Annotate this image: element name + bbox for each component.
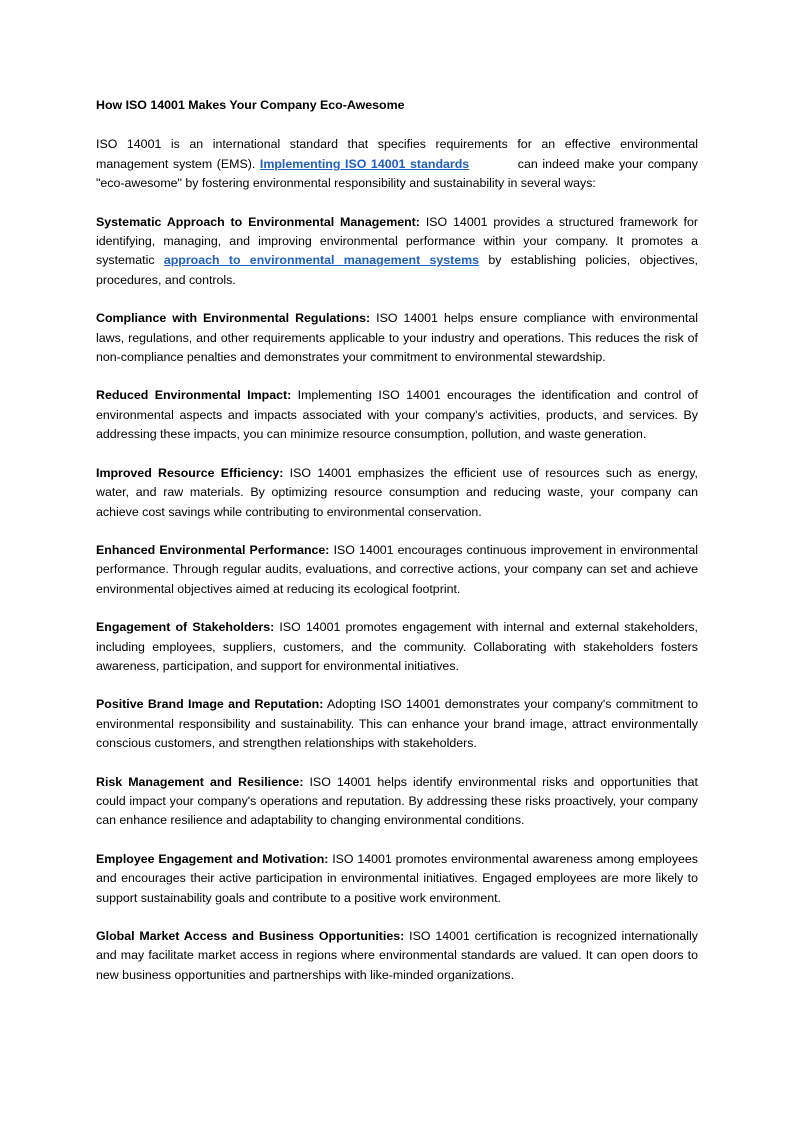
section-heading: Improved Resource Efficiency: — [96, 465, 284, 480]
section-global-market — [96, 927, 698, 985]
section-heading: Global Market Access and Business Opportunities: — [96, 929, 405, 943]
section-heading: Risk Management and Resilience: — [96, 774, 304, 789]
section-heading: Engagement of Stakeholders: — [96, 620, 275, 635]
section-text-before-link: ISO 14001 provides a structured framework for identifying, managing, and improving environmental performance within your company. It promotes a systematic — [96, 214, 698, 268]
section-heading: Reduced Environmental Impact: — [96, 388, 292, 403]
section-heading: Employee Engagement and Motivation: — [96, 851, 329, 866]
section-resource-efficiency — [96, 464, 698, 522]
intro-text-after-link: can indeed make your company "eco-awesome" by fostering environmental responsibility and sustainability in several ways: — [96, 156, 698, 191]
section-text-after-link: by establishing policies, objectives, procedures, and controls. — [96, 253, 698, 287]
section-risk-management — [96, 773, 698, 831]
section-text: ISO 14001 promotes engagement with internal and external stakeholders, including employees, suppliers, customers, and the community. Collaborating with stakeholders fosters awareness, participation, and support for environmental initiatives. — [96, 620, 698, 673]
intro-text-before-link: ISO 14001 is an international standard that specifies requirements for an effective environmental management system (EMS). — [96, 137, 698, 171]
section-text: ISO 14001 helps ensure compliance with environmental laws, regulations, and other requirements applicable to your industry and operations. This reduces the risk of non-compliance penalties and demonstrates your commitment to environmental stewardship. — [96, 311, 699, 365]
section-reduced-impact — [96, 386, 698, 444]
section-heading: Compliance with Environmental Regulations: — [96, 311, 371, 326]
section-heading: Enhanced Environmental Performance: — [96, 542, 330, 557]
section-brand-image — [96, 695, 698, 753]
intro-paragraph — [96, 135, 698, 193]
section-text: ISO 14001 emphasizes the efficient use of resources such as energy, water, and raw materials. By optimizing resource consumption and reducing waste, your company can achieve cost savings while contributing to environmental conservation. — [96, 465, 698, 519]
section-text: ISO 14001 helps identify environmental risks and opportunities that could impact your company's operations and reputation. By addressing these risks proactively, your company can enhance resilience and adaptability to changing environmental conditions. — [96, 774, 698, 828]
section-text: ISO 14001 encourages continuous improvement in environmental performance. Through regular audits, evaluations, and corrective actions, your company can set and achieve environmental objectives aimed at reducing its ecological footprint. — [96, 542, 698, 596]
document-page — [96, 96, 698, 1004]
environmental-management-systems-link[interactable]: approach to environmental management systems — [163, 253, 480, 268]
section-stakeholders — [96, 618, 698, 676]
section-text: Implementing ISO 14001 encourages the identification and control of environmental aspects and impacts associated with your company's activities, products, and services. By addressing these impacts, you can minimize resource consumption, pollution, and waste generation. — [96, 388, 698, 442]
section-compliance — [96, 309, 698, 367]
section-heading: Systematic Approach to Environmental Management: — [96, 214, 420, 229]
section-heading: Positive Brand Image and Reputation: — [96, 697, 324, 712]
implementing-iso-14001-link[interactable]: Implementing ISO 14001 standards — [259, 156, 470, 171]
section-environmental-performance — [96, 541, 698, 599]
document-title: How ISO 14001 Makes Your Company Eco-Awesome — [96, 98, 405, 112]
section-text: ISO 14001 certification is recognized internationally and may facilitate market access in regions where environmental standards are valued. It can open doors to new business opportunities and partnerships with like-minded organizations. — [96, 929, 698, 982]
section-text: Adopting ISO 14001 demonstrates your company's commitment to environmental responsibility and sustainability. This can enhance your brand image, attract environmentally conscious customers, and strengthen relationships with stakeholders. — [96, 697, 698, 751]
section-systematic-approach — [96, 213, 698, 291]
section-employee-engagement — [96, 850, 698, 908]
section-text: ISO 14001 promotes environmental awareness among employees and encourages their active participation in environmental initiatives. Engaged employees are more likely to support sustainability goals and contribute to a positive work environment. — [96, 851, 698, 905]
